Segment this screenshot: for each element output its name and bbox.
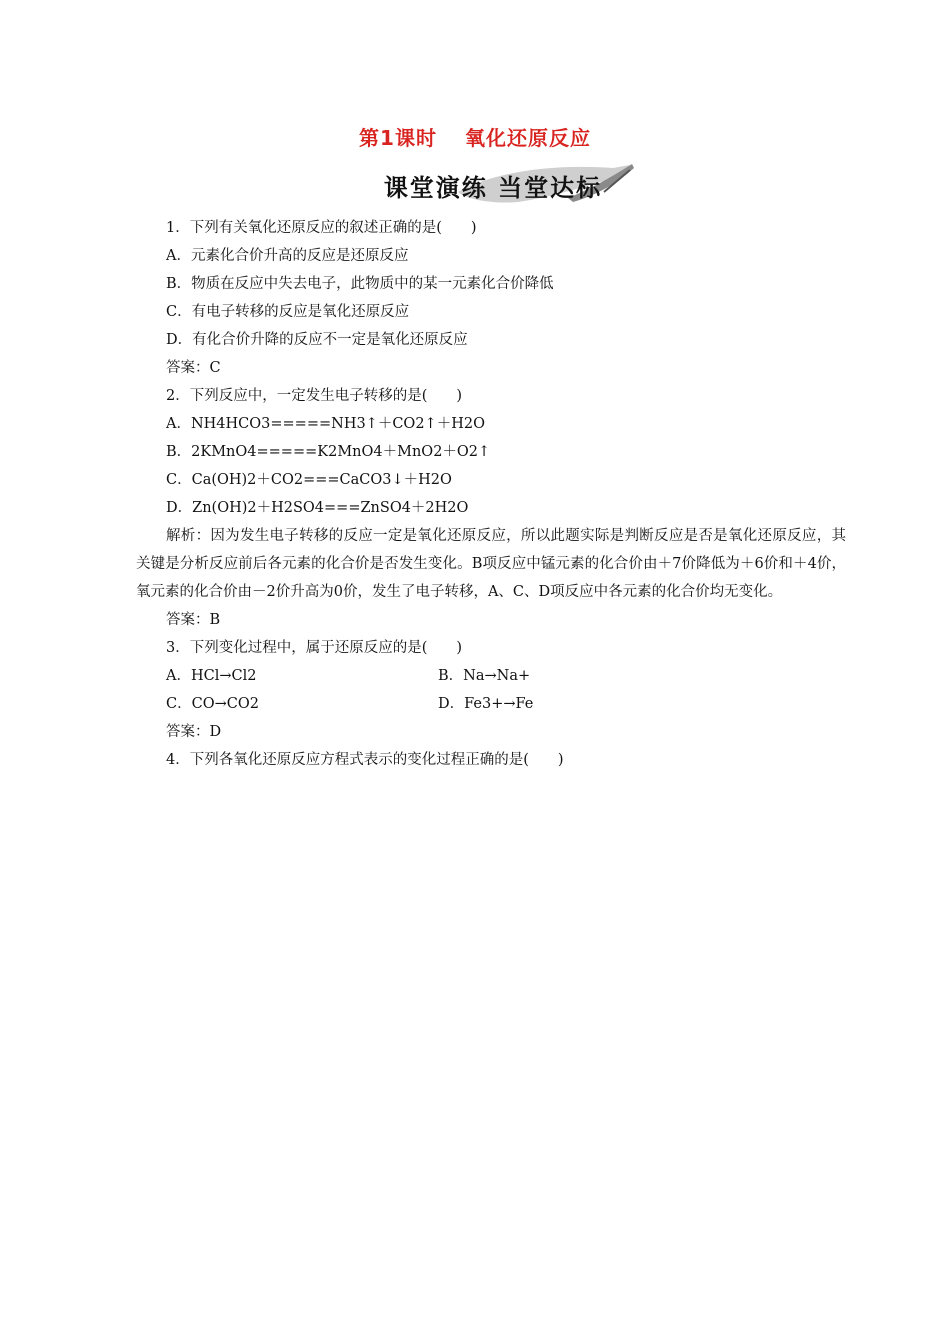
q3-options-row-2 xyxy=(136,690,846,718)
lesson-number: 第1课时 xyxy=(359,126,437,150)
banner-text: 课堂演练 当堂达标 xyxy=(383,174,603,202)
q2-stem: 2．下列反应中，一定发生电子转移的是( ) xyxy=(166,388,463,404)
q1-stem: 1．下列有关氧化还原反应的叙述正确的是( ) xyxy=(166,220,477,236)
q1-option-c: C．有电子转移的反应是氧化还原反应 xyxy=(166,304,410,320)
q1-option-b: B．物质在反应中失去电子，此物质中的某一元素化合价降低 xyxy=(166,276,554,292)
section-banner xyxy=(368,160,640,210)
q1-option-d: D．有化合价升降的反应不一定是氧化还原反应 xyxy=(166,332,468,348)
q3-option-b: B．Na→Na+ xyxy=(438,668,531,684)
exercise-content xyxy=(136,214,846,774)
q3-answer: 答案：D xyxy=(166,724,222,740)
q2-answer: 答案：B xyxy=(166,612,221,628)
q3-option-c: C．CO→CO2 xyxy=(166,696,259,712)
q3-option-d: D．Fe3+→Fe xyxy=(438,696,534,712)
q3-options-row-1 xyxy=(136,662,846,690)
q2-analysis: 解析：因为发生电子转移的反应一定是氧化还原反应，所以此题实际是判断反应是否是氧化还原反应，其关键是分析反应前后各元素的化合价是否发生变化。B项反应中锰元素的化合价由＋7价降低为＋6价和＋4价，氧元素的化合价由－2价升高为0价，发生了电子转移，A、C、D项反应中各元素的化合价均无变化。 xyxy=(136,528,846,600)
q3-option-a: A．HCl→Cl2 xyxy=(166,668,257,684)
q2-option-d: D．Zn(OH)2＋H2SO4===ZnSO4＋2H2O xyxy=(166,500,469,516)
q1-answer: 答案：C xyxy=(166,360,221,376)
q1-option-a: A．元素化合价升高的反应是还原反应 xyxy=(166,248,409,264)
lesson-topic: 氧化还原反应 xyxy=(464,126,591,150)
lesson-title xyxy=(0,122,950,151)
q2-option-b: B．2KMnO4=====K2MnO4＋MnO2＋O2↑ xyxy=(166,444,491,460)
q2-option-a: A．NH4HCO3=====NH3↑＋CO2↑＋H2O xyxy=(166,416,485,432)
q2-option-c: C．Ca(OH)2＋CO2===CaCO3↓＋H2O xyxy=(166,472,452,488)
q4-stem: 4．下列各氧化还原反应方程式表示的变化过程正确的是( ) xyxy=(166,752,564,768)
q3-stem: 3．下列变化过程中，属于还原反应的是( ) xyxy=(166,640,463,656)
